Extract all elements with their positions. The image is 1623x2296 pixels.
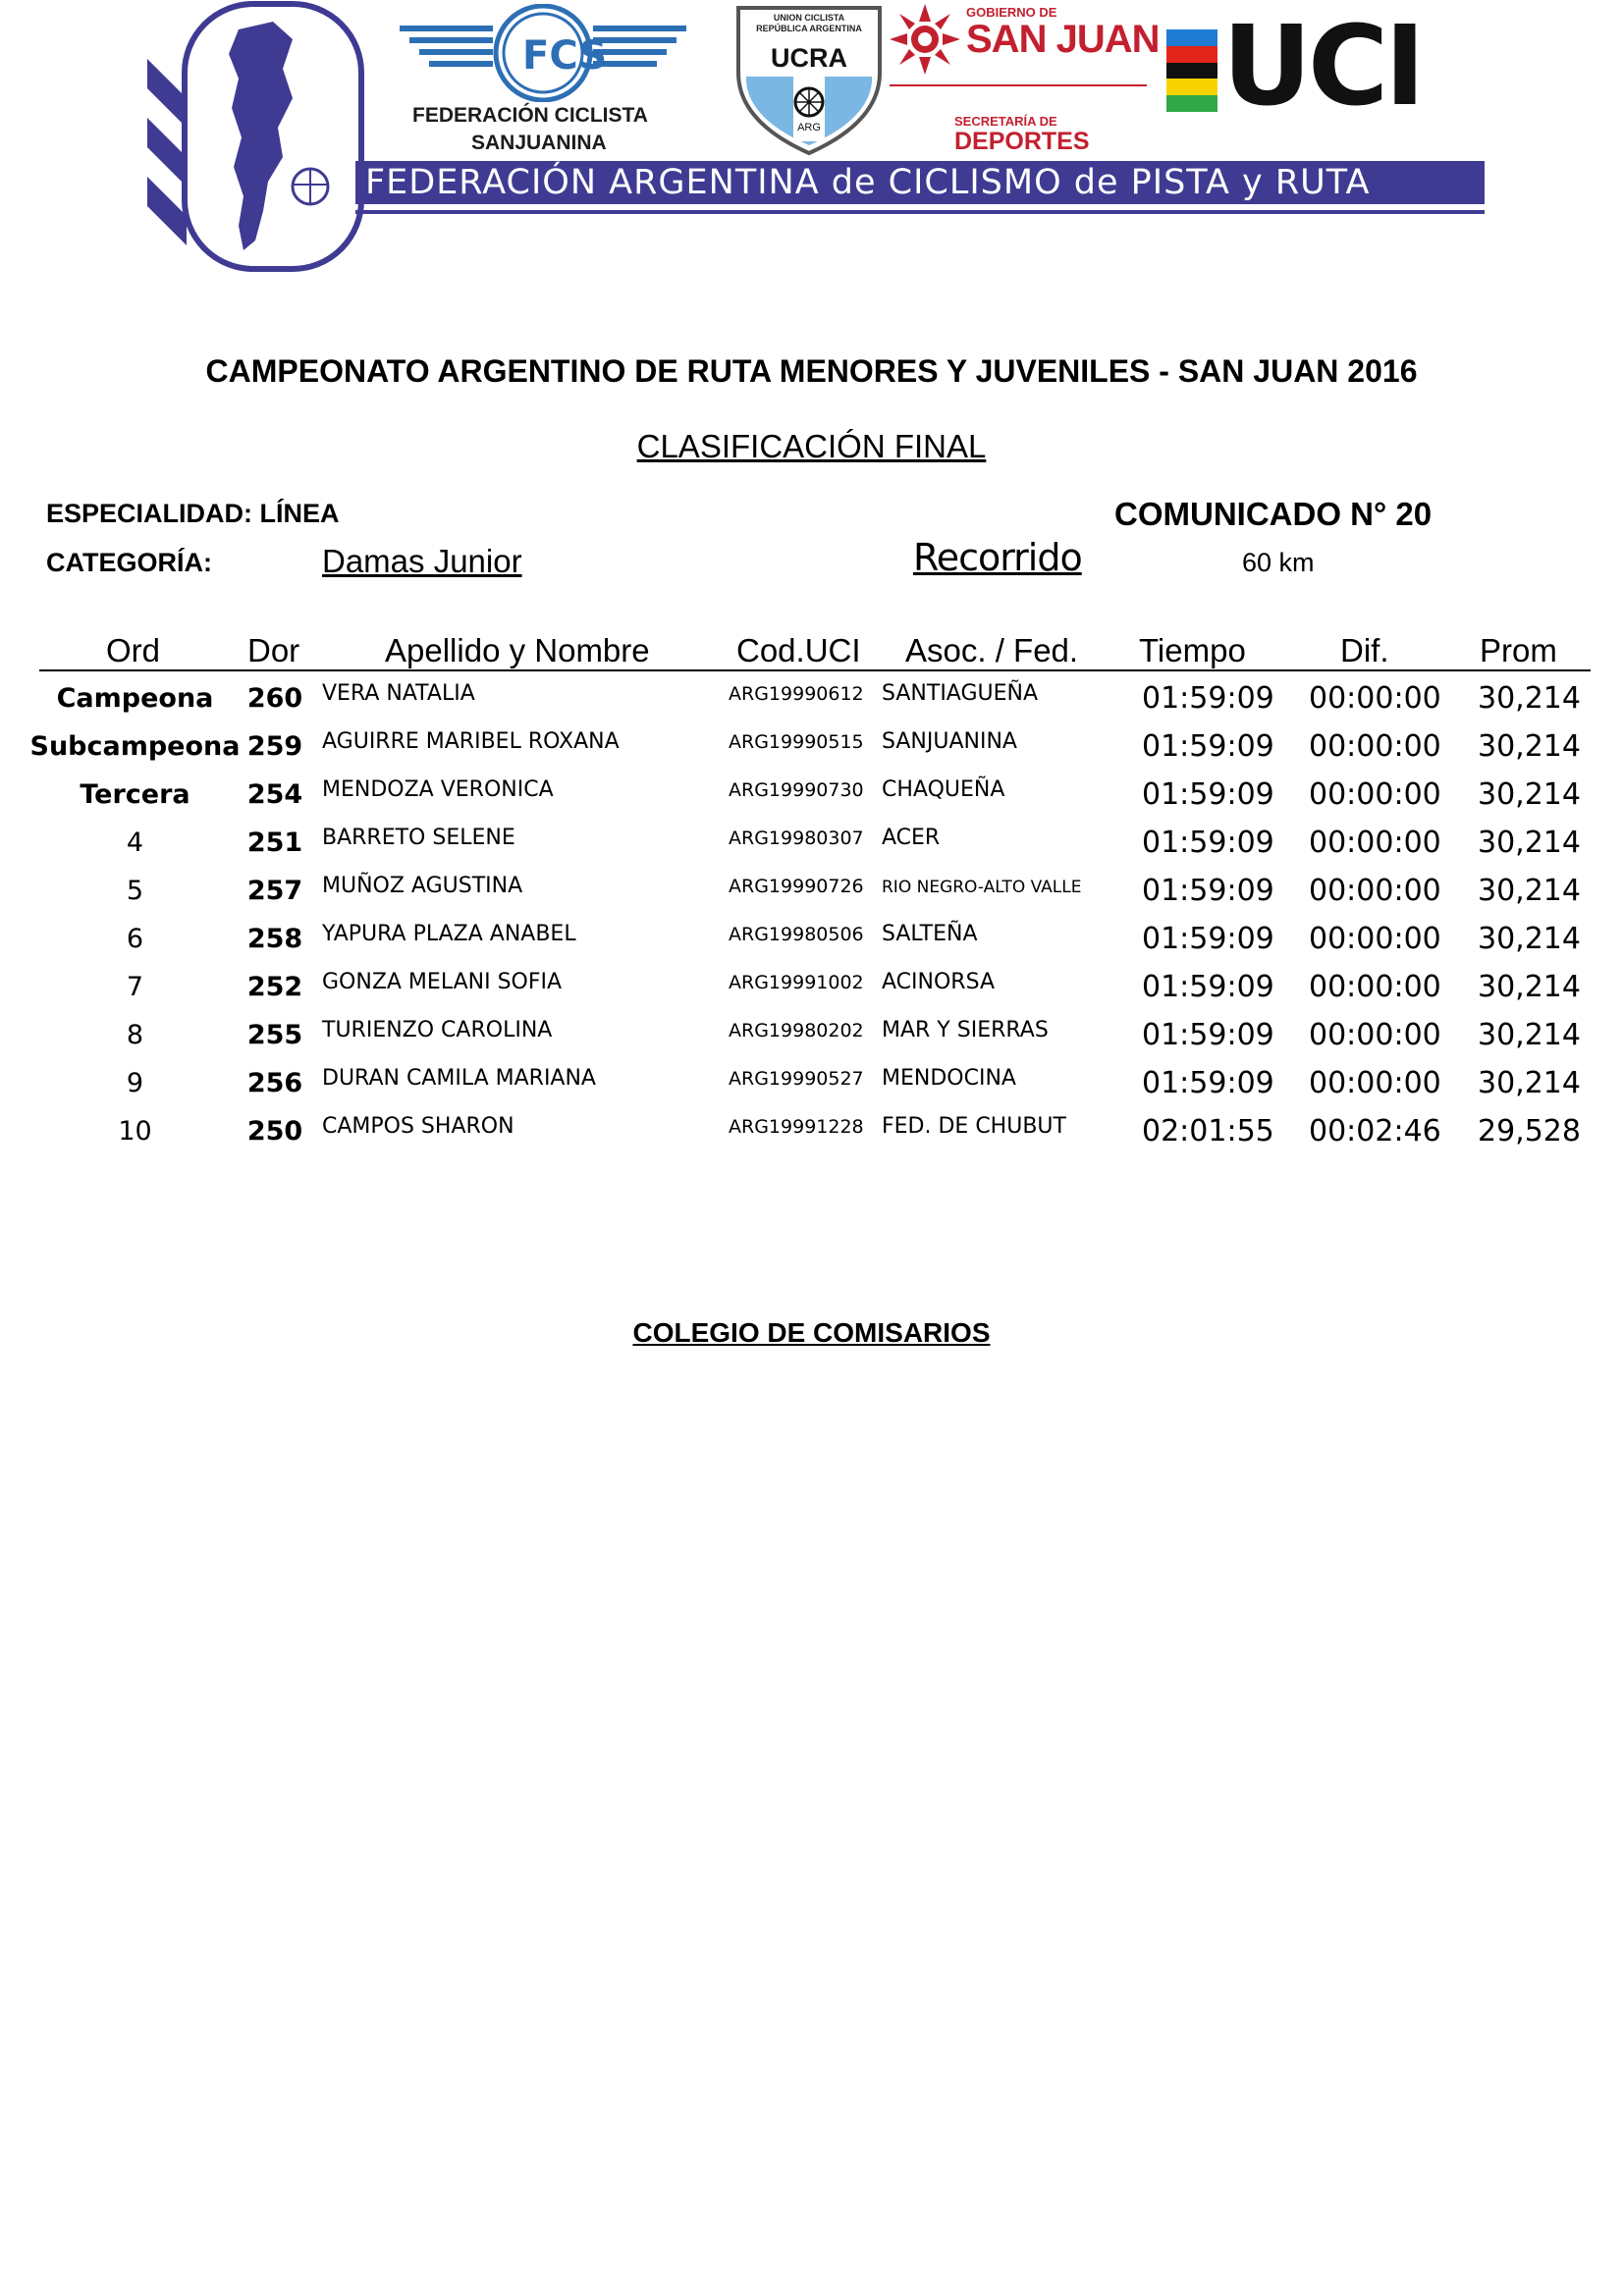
sanjuan-deportes-text: DEPORTES	[954, 128, 1090, 155]
cell-name: TURIENZO CAROLINA	[322, 1018, 553, 1042]
table-row	[0, 868, 1623, 916]
cell-dif: 00:00:00	[1309, 1066, 1441, 1100]
sanjuan-divider	[890, 84, 1147, 86]
recorrido-label: Recorrido	[913, 536, 1082, 579]
cell-prom: 30,214	[1478, 777, 1581, 812]
cell-dor: 260	[246, 683, 303, 714]
cell-ord: 8	[126, 1020, 144, 1050]
cell-uci: ARG19991228	[729, 1116, 864, 1138]
cell-uci: ARG19980307	[729, 828, 864, 849]
table-row	[0, 1108, 1623, 1156]
categoria-value: Damas Junior	[322, 543, 522, 579]
cell-uci: ARG19990612	[729, 683, 864, 705]
cell-ord: 10	[118, 1116, 152, 1147]
recorrido-value: 60 km	[1242, 548, 1315, 577]
cell-asoc: MAR Y SIERRAS	[882, 1018, 1049, 1042]
cell-time: 01:59:09	[1142, 970, 1274, 1004]
cell-dif: 00:00:00	[1309, 874, 1441, 908]
sanjuan-secretaria-text: SECRETARÍA DE	[954, 114, 1057, 129]
table-row	[0, 1060, 1623, 1108]
cell-prom: 30,214	[1478, 922, 1581, 956]
cell-asoc: ACINORSA	[882, 970, 995, 994]
fcs-monogram: FCS	[522, 33, 608, 79]
cell-asoc: SANTIAGUEÑA	[882, 681, 1039, 706]
cell-dor: 250	[246, 1116, 303, 1147]
cell-ord: Subcampeona	[29, 731, 241, 762]
cell-uci: ARG19980202	[729, 1020, 864, 1041]
cell-asoc: RIO NEGRO-ALTO VALLE	[882, 878, 1082, 897]
cell-prom: 30,214	[1478, 874, 1581, 908]
ucra-top-line2: REPÚBLICA ARGENTINA	[756, 24, 862, 33]
cell-prom: 30,214	[1478, 681, 1581, 716]
cell-name: MUÑOZ AGUSTINA	[322, 874, 523, 898]
cell-time: 01:59:09	[1142, 826, 1274, 860]
sanjuan-name-text: SAN JUAN	[966, 18, 1160, 61]
cell-dor: 252	[246, 972, 303, 1002]
cell-uci: ARG19990527	[729, 1068, 864, 1090]
header-asoc: Asoc. / Fed.	[905, 632, 1079, 668]
cell-time: 01:59:09	[1142, 1018, 1274, 1052]
cell-ord: 5	[126, 876, 144, 906]
document-subtitle: CLASIFICACIÓN FINAL	[636, 428, 987, 464]
header-name: Apellido y Nombre	[385, 632, 650, 668]
cell-time: 02:01:55	[1142, 1114, 1274, 1148]
table-row	[0, 916, 1623, 964]
cell-dif: 00:00:00	[1309, 970, 1441, 1004]
fcs-name-line2: SANJUANINA	[471, 132, 607, 154]
cell-prom: 30,214	[1478, 729, 1581, 764]
header-ord: Ord	[106, 632, 161, 668]
table-row	[0, 675, 1623, 723]
cell-name: MENDOZA VERONICA	[322, 777, 554, 802]
cell-dor: 258	[246, 924, 303, 954]
cell-ord: 6	[126, 924, 144, 954]
header-uci: Cod.UCI	[736, 632, 861, 668]
cell-dif: 00:00:00	[1309, 777, 1441, 812]
comunicado-number: COMUNICADO N° 20	[1114, 496, 1433, 532]
cell-dif: 00:00:00	[1309, 922, 1441, 956]
cell-time: 01:59:09	[1142, 922, 1274, 956]
argentina-map-logo	[145, 0, 371, 273]
cell-ord: 9	[126, 1068, 144, 1098]
cell-uci: ARG19990730	[729, 779, 864, 801]
cell-prom: 30,214	[1478, 826, 1581, 860]
header-dor: Dor	[247, 632, 300, 668]
cell-prom: 30,214	[1478, 1018, 1581, 1052]
cell-prom: 29,528	[1478, 1114, 1581, 1148]
header-time: Tiempo	[1139, 632, 1246, 668]
cell-dor: 251	[246, 828, 303, 858]
cell-ord: 4	[126, 828, 144, 858]
table-row	[0, 772, 1623, 820]
cell-dif: 00:00:00	[1309, 729, 1441, 764]
cell-dor: 255	[246, 1020, 303, 1050]
cell-ord: Campeona	[56, 683, 214, 714]
sanjuan-gobierno-text: GOBIERNO DE	[966, 5, 1057, 20]
cell-dif: 00:00:00	[1309, 826, 1441, 860]
cell-dor: 259	[246, 731, 303, 762]
header-dif: Dif.	[1340, 632, 1389, 668]
cell-time: 01:59:09	[1142, 1066, 1274, 1100]
cell-dor: 254	[246, 779, 303, 810]
cell-name: DURAN CAMILA MARIANA	[322, 1066, 596, 1091]
cell-name: GONZA MELANI SOFIA	[322, 970, 563, 994]
categoria-label: CATEGORÍA:	[46, 548, 212, 577]
cell-uci: ARG19990515	[729, 731, 864, 753]
ucra-name: UCRA	[771, 43, 847, 73]
cell-ord: Tercera	[80, 779, 190, 810]
document-title: CAMPEONATO ARGENTINO DE RUTA MENORES Y JUVENILES - SAN JUAN 2016	[205, 353, 1418, 389]
cell-asoc: SANJUANINA	[882, 729, 1017, 754]
cell-asoc: MENDOCINA	[882, 1066, 1016, 1091]
cell-name: YAPURA PLAZA ANABEL	[322, 922, 576, 946]
header-prom: Prom	[1480, 632, 1557, 668]
page-header	[0, 0, 1623, 285]
cell-prom: 30,214	[1478, 970, 1581, 1004]
cell-name: VERA NATALIA	[322, 681, 475, 706]
cell-dif: 00:00:00	[1309, 681, 1441, 716]
cell-dor: 257	[246, 876, 303, 906]
cell-time: 01:59:09	[1142, 681, 1274, 716]
cell-uci: ARG19990726	[729, 876, 864, 897]
fcs-name-line1: FEDERACIÓN CICLISTA	[412, 104, 648, 127]
footer-signature: COLEGIO DE COMISARIOS	[632, 1317, 991, 1348]
ucra-top-line1: UNION CICLISTA	[773, 13, 845, 23]
table-row	[0, 723, 1623, 772]
cell-prom: 30,214	[1478, 1066, 1581, 1100]
cell-dif: 00:02:46	[1309, 1114, 1441, 1148]
banner-underline	[355, 210, 1485, 214]
banner-text: FEDERACIÓN ARGENTINA de CICLISMO de PISTA y RUTA	[365, 163, 1371, 202]
cell-asoc: ACER	[882, 826, 941, 850]
table-row	[0, 1012, 1623, 1060]
cell-dor: 256	[246, 1068, 303, 1098]
cell-asoc: CHAQUEÑA	[882, 777, 1005, 802]
uci-rainbow-bands	[1166, 29, 1217, 112]
cell-uci: ARG19991002	[729, 972, 864, 993]
cell-time: 01:59:09	[1142, 777, 1274, 812]
cell-name: CAMPOS SHARON	[322, 1114, 514, 1139]
cell-asoc: SALTEÑA	[882, 922, 978, 946]
cell-time: 01:59:09	[1142, 729, 1274, 764]
uci-logo-text: UCI	[1222, 3, 1422, 131]
header-rule	[39, 669, 1591, 671]
cell-ord: 7	[126, 972, 144, 1002]
table-row	[0, 820, 1623, 868]
cell-uci: ARG19980506	[729, 924, 864, 945]
table-row	[0, 964, 1623, 1012]
sanjuan-sun-icon	[888, 2, 962, 77]
cell-time: 01:59:09	[1142, 874, 1274, 908]
ucra-top-text	[743, 13, 875, 34]
cell-name: AGUIRRE MARIBEL ROXANA	[322, 729, 620, 754]
especialidad-label: ESPECIALIDAD: LÍNEA	[46, 499, 340, 528]
cell-asoc: FED. DE CHUBUT	[882, 1114, 1066, 1139]
ucra-country: ARG	[797, 122, 821, 133]
cell-dif: 00:00:00	[1309, 1018, 1441, 1052]
cell-name: BARRETO SELENE	[322, 826, 515, 850]
